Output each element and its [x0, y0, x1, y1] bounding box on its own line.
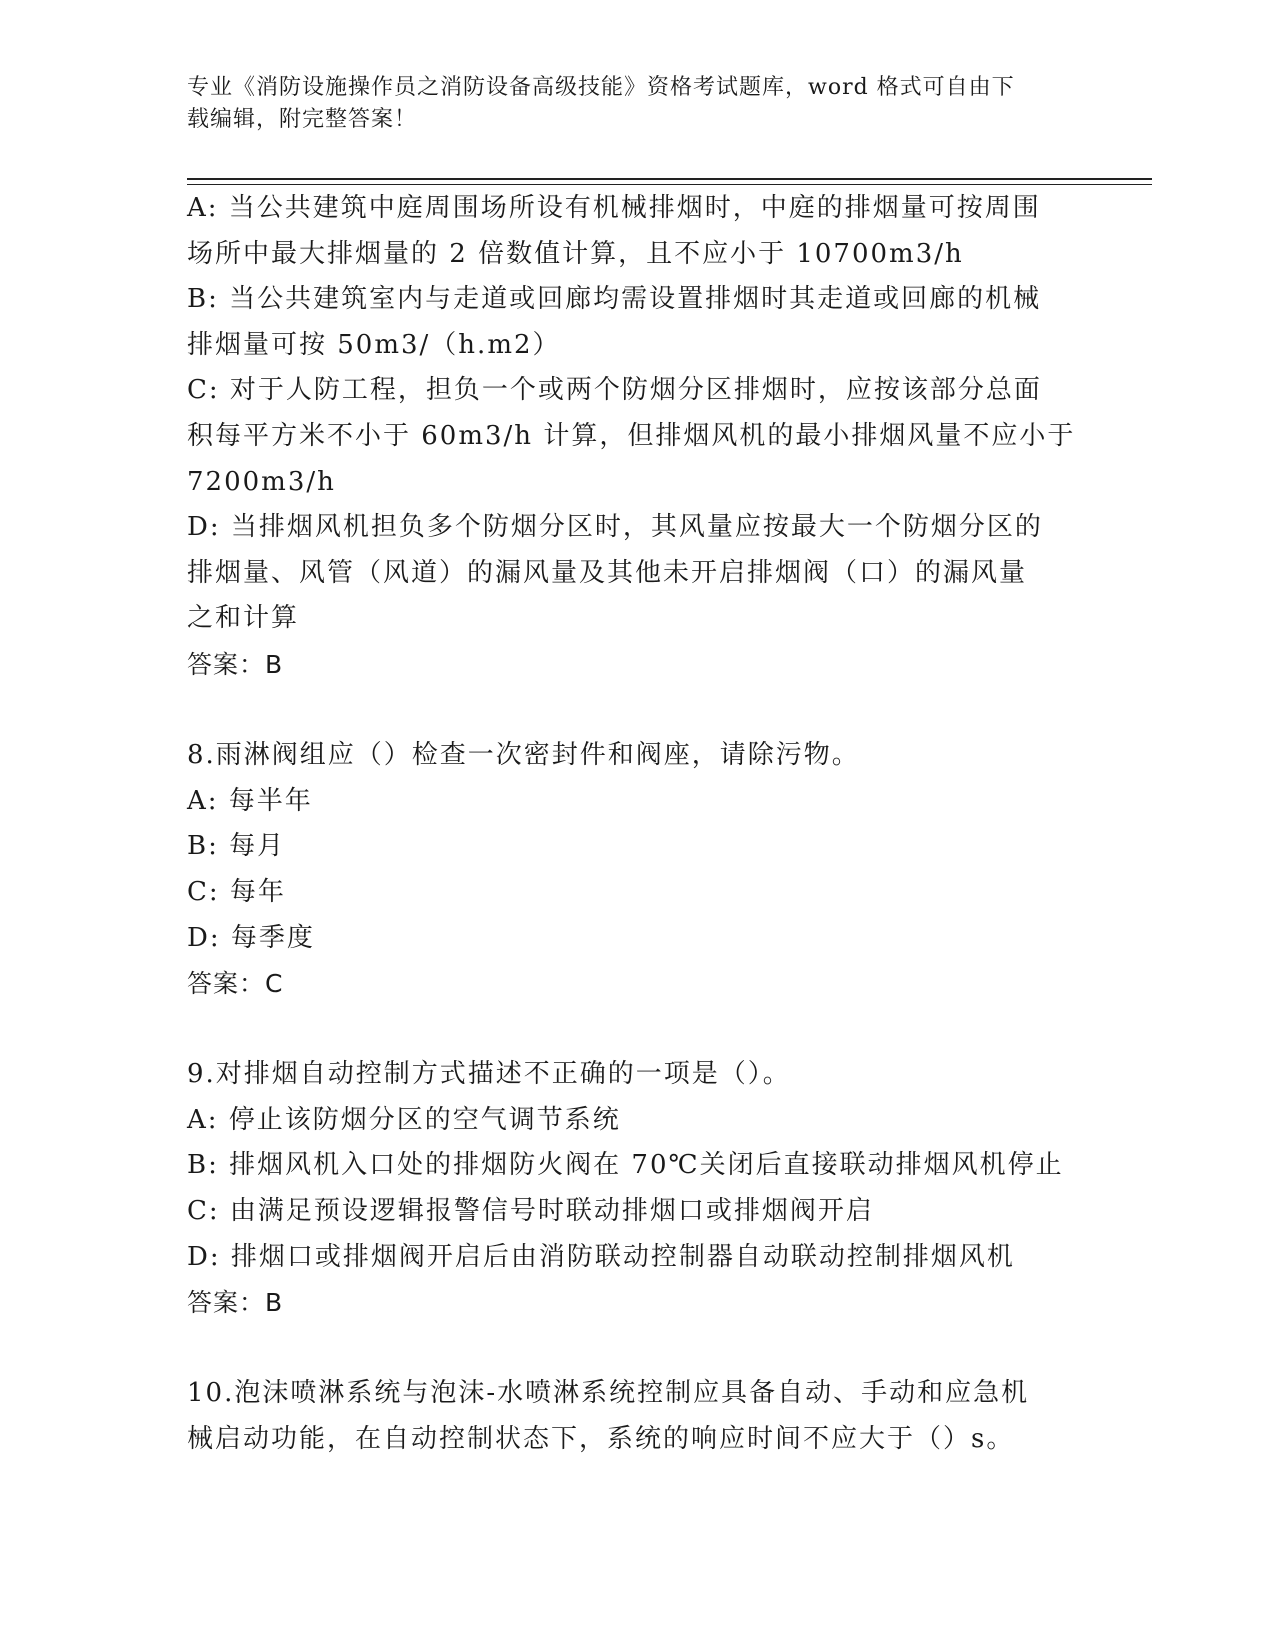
q7-answer: 答案：B [187, 649, 284, 679]
spacer [187, 688, 1087, 734]
q9-option-b: B: 排烟风机入口处的排烟防火阀在 70℃关闭后直接联动排烟风机停止 [187, 1150, 1064, 1181]
header-line-1: 专业《消防设施操作员之消防设备高级技能》资格考试题库，word 格式可自由下 [187, 75, 1015, 100]
header-divider-thick [187, 178, 1152, 180]
q9-question: 9.对排烟自动控制方式描述不正确的一项是（）。 [187, 1059, 791, 1090]
q9-answer: 答案：B [187, 1288, 284, 1318]
q8-option-d: D: 每季度 [187, 922, 315, 953]
question-9-block [187, 1052, 1087, 1326]
q9-option-a: A: 停止该防烟分区的空气调节系统 [187, 1104, 621, 1135]
q8-question: 8.雨淋阀组应（）检查一次密封件和阀座，请除污物。 [187, 740, 860, 771]
header-divider-thin [187, 184, 1152, 185]
question-8-block [187, 733, 1087, 1007]
q10-question-line-2: 械启动功能，在自动控制状态下，系统的响应时间不应大于（）s。 [187, 1424, 1015, 1455]
document-header [187, 72, 1067, 136]
q7-option-a-line-1: A: 当公共建筑中庭周围场所设有机械排烟时，中庭的排烟量可按周围 [187, 193, 1041, 223]
q8-option-b: B: 每月 [187, 831, 286, 862]
q7-option-c-line-2: 积每平方米不小于 60m3/h 计算，但排烟风机的最小排烟风量不应小于 [187, 420, 1076, 451]
q7-option-b-line-2: 排烟量可按 50m3/（h.m2） [187, 329, 561, 360]
q10-question-line-1: 10.泡沫喷淋系统与泡沫-水喷淋系统控制应具备自动、手动和应急机 [187, 1378, 1030, 1409]
q7-option-c-line-1: C: 对于人防工程，担负一个或两个防烟分区排烟时，应按该部分总面 [187, 375, 1042, 406]
question-10-block [187, 1371, 1087, 1462]
q7-option-d-line-3: 之和计算 [187, 603, 300, 634]
spacer [187, 1326, 1087, 1372]
q8-option-c: C: 每年 [187, 876, 286, 907]
q9-option-c: C: 由满足预设逻辑报警信号时联动排烟口或排烟阀开启 [187, 1196, 874, 1227]
q7-option-d-line-2: 排烟量、风管（风道）的漏风量及其他未开启排烟阀（口）的漏风量 [187, 557, 1028, 588]
q7-option-c-line-3: 7200m3/h [187, 466, 336, 497]
document-body [187, 186, 1087, 1463]
question-7-block [187, 186, 1087, 688]
q9-option-d: D: 排烟口或排烟阀开启后由消防联动控制器自动联动控制排烟风机 [187, 1241, 1015, 1272]
q8-option-a: A: 每半年 [187, 785, 313, 816]
q7-option-b-line-1: B: 当公共建筑室内与走道或回廊均需设置排烟时其走道或回廊的机械 [187, 284, 1042, 315]
q8-answer: 答案：C [187, 969, 284, 999]
q7-option-d-line-1: D: 当排烟风机担负多个防烟分区时，其风量应按最大一个防烟分区的 [187, 512, 1043, 543]
header-line-2: 载编辑，附完整答案！ [187, 107, 418, 132]
q7-option-a-line-2: 场所中最大排烟量的 2 倍数值计算，且不应小于 10700m3/h [187, 238, 964, 269]
spacer [187, 1007, 1087, 1053]
